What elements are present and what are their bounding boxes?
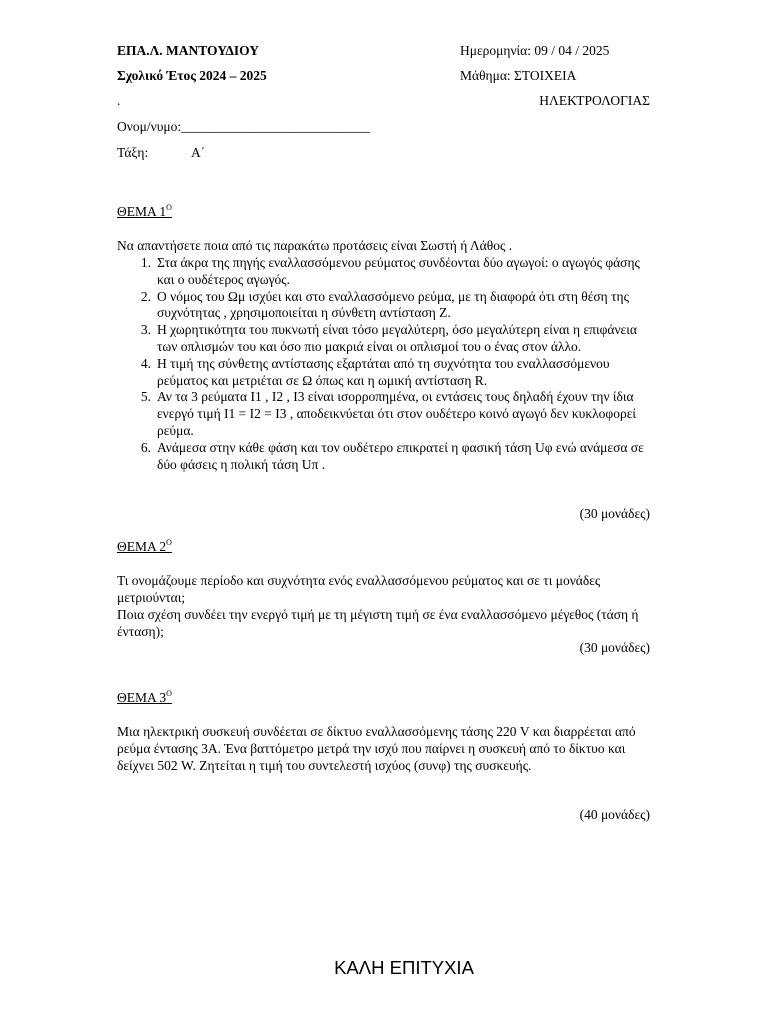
theme2-title: ΘΕΜΑ 2 xyxy=(117,539,167,554)
theme1-heading xyxy=(117,204,172,220)
list-item xyxy=(137,356,653,390)
item-number: 1. xyxy=(140,255,151,270)
theme1-intro: Να απαντήσετε ποια από τις παρακάτω προτάσεις είναι Σωστή ή Λάθος . xyxy=(117,238,513,253)
theme2-question-1: Τι ονομάζουμε περίοδο και συχνότητα ενός εναλλασσόμενου ρεύματος και σε τι μονάδες μετριούνται; xyxy=(117,573,601,605)
list-item xyxy=(137,255,653,289)
student-name-field: Ονομ/νυμο:____________________________ xyxy=(117,119,371,134)
good-luck-footer: ΚΑΛΗ ΕΠΙΤΥΧΙΑ xyxy=(334,957,474,978)
item-text: Η χωρητικότητα του πυκνωτή είναι τόσο μεγαλύτερη, όσο μεγαλύτερη είναι η επιφάνεια των οπλισμών του και όσο πιο μακριά είναι οι οπλισμοί του ο ένας στον άλλο. xyxy=(157,322,637,354)
list-item xyxy=(137,440,653,474)
exam-date: Ημερομηνία: 09 / 04 / 2025 xyxy=(460,43,610,58)
header-dot: . xyxy=(117,93,121,108)
item-number: 2. xyxy=(140,288,151,304)
theme2-question-2: Ποια σχέση συνδέει την ενεργό τιμή με τη μέγιστη τιμή σε ένα εναλλασσόμενο μέγεθος (τάση ή ένταση); xyxy=(117,607,639,639)
subject-line-1: Μάθημα: ΣΤΟΙΧΕΙΑ xyxy=(460,68,577,83)
school-name: ΕΠΑ.Λ. ΜΑΝΤΟΥΔΙΟΥ xyxy=(117,43,260,58)
theme3-heading xyxy=(117,690,172,706)
item-text: Στα άκρα της πηγής εναλλασσόμενου ρεύματος συνδέονται δύο αγωγοί: ο αγωγός φάσης και ο ουδέτερος αγωγός. xyxy=(157,255,640,287)
item-text: Η τιμή της σύνθετης αντίστασης εξαρτάται από τη συχνότητα του εναλλασσόμενου ρεύματος και μετριέται σε Ω όπως και η ωμική αντίσταση R. xyxy=(157,355,610,388)
theme1-sup: Ο xyxy=(166,203,172,212)
theme1-question-list xyxy=(137,255,653,473)
item-number: 3. xyxy=(140,322,151,338)
list-item xyxy=(137,322,653,356)
class-label: Τάξη: xyxy=(117,145,149,160)
item-number: 4. xyxy=(140,355,151,371)
item-text: Αν τα 3 ρεύματα Ι1 , Ι2 , Ι3 είναι ισορροπημένα, οι εντάσεις τους δηλαδή έχουν την ίδια ενεργό τιμή Ι1 = Ι2 = Ι3 , αποδεικνύεται ότι στον ουδέτερο κοινό αγωγό δεν κυκλοφορεί ρεύμα. xyxy=(157,389,636,438)
theme3-points: (40 μονάδες) xyxy=(579,807,650,822)
theme2-sup: Ο xyxy=(166,538,172,547)
item-number: 6. xyxy=(140,439,151,455)
theme3-problem: Μια ηλεκτρική συσκευή συνδέεται σε δίκτυο εναλλασσόμενης τάσης 220 V και διαρρέεται από ρεύμα έντασης 3Α. Ένα βαττόμετρο μετρά την ισχύ που παίρνει η συσκευή από το δίκτυο και δείχνει 502 W. Ζητείται η τιμή του συντελεστή ισχύος (συνφ) της συσκευής. xyxy=(117,724,636,773)
theme3-sup: Ο xyxy=(166,689,172,698)
theme1-points: (30 μονάδες) xyxy=(579,506,650,521)
subject-line-2: ΗΛΕΚΤΡΟΛΟΓΙΑΣ xyxy=(539,93,650,108)
theme2-heading xyxy=(117,539,172,555)
class-value: Α΄ xyxy=(191,145,206,160)
theme3-title: ΘΕΜΑ 3 xyxy=(117,690,167,705)
item-text: Ο νόμος του Ωμ ισχύει και στο εναλλασσόμενο ρεύμα, με τη διαφορά ότι στη θέση της συχνότητας , χρησιμοποιείται η σύνθετη αντίσταση Ζ. xyxy=(157,288,629,321)
theme2-points: (30 μονάδες) xyxy=(579,640,650,655)
list-item xyxy=(137,389,653,439)
item-text: Ανάμεσα στην κάθε φάση και τον ουδέτερο επικρατεί η φασική τάση Uφ ενώ ανάμεσα σε δύο φάσεις η πολική τάση Uπ . xyxy=(157,439,644,472)
item-number: 5. xyxy=(140,389,151,405)
list-item xyxy=(137,289,653,323)
theme1-title: ΘΕΜΑ 1 xyxy=(117,204,167,219)
school-year: Σχολικό Έτος 2024 – 2025 xyxy=(117,68,267,83)
